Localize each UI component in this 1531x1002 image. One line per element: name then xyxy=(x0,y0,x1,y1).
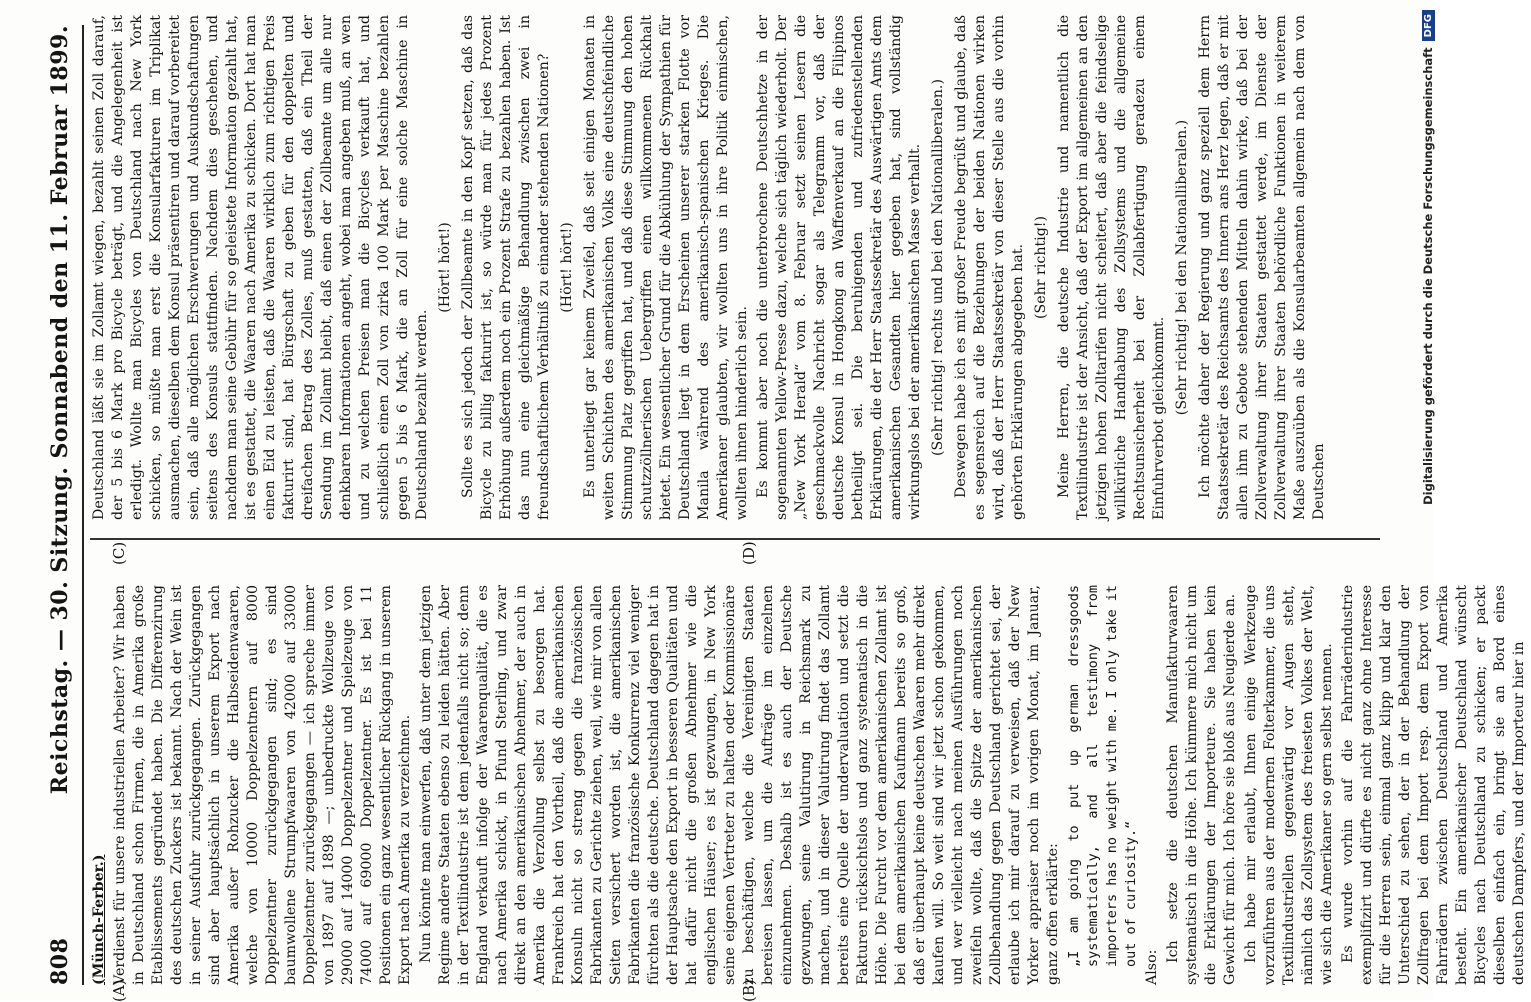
also-label: Also: xyxy=(1144,949,1160,985)
page-title: Reichstag. — 30. Sitzung. Sonnabend den 11. Februar 1899. xyxy=(47,25,73,795)
interjection: (Hört! hört!) xyxy=(559,222,575,313)
header-rule xyxy=(82,25,84,985)
paragraph: Ich habe mir erlaubt, Ihnen einige Werkzeuge vorzuführen aus der modernen Folterkammer, die uns Textilindustriellen gegenwärtig vor Augen steht, nämlich das Zollsystem des freiesten Volkes der Welt, wie sich die Amerikaner so gern selbst nennen. xyxy=(1243,585,1335,985)
paragraph: Sollte es sich jedoch der Zollbeamte in den Kopf setzen, daß das Bicycle zu billig fakturirt ist, so würde man für jedes Prozent Erhöhung außerdem noch ein Prozent Strafe zu bezahlen haben. Ist das nun eine gleichmäßige Behandlung zwischen zwei in freundschaftlichem Verhältniß zu einander stehenden Nationen? xyxy=(460,15,552,520)
left-column xyxy=(90,585,1531,985)
digitization-credit xyxy=(1398,10,1434,990)
speaker-label: (Münch-Ferber.) xyxy=(91,854,107,985)
paragraph: Verdienst für unsere industriellen Arbeiter? Wir haben in Deutschland schon Firmen, die in Amerika große Etablissements gegründet haben. Die Differenzirung des deutschen Zuckers ist bekannt. Nach der Wein ist in seiner Ausfuhr zurückgegangen. Zurückgegangen sind aber hauptsächlich in unserem Export nach Amerika außer Rohzucker die Halbseidenwaaren, welche von 10000 Doppelzentnern auf 8000 Doppelzentner zurückgegangen sind; es sind baumwollene Strumpfwaaren von 42000 auf 33000 Doppelzentner zurückgegangen — ich spreche immer von 1897 auf 1898 —; unbedruckte Wollzeuge von 29000 auf 14000 Doppelzentner und Spielzeuge von 74000 auf 69000 Doppelzentner. Es ist bei 11 Positionen ein ganz wesentlicher Rückgang in unserem Export nach Amerika zu verzeichnen. xyxy=(112,585,413,985)
running-head xyxy=(40,25,80,985)
credit-text: Digitalisierung gefördert durch die Deutsche Forschungsgemeinschaft xyxy=(1421,47,1435,505)
paragraph: Es kommt aber noch die unterbrochene Deutschhetze in der sogenannten Yellow-Presse dazu, welche sich täglich wiederholt. Der „New York Herald“ vom 8. Februar setzt seinen Lesern die geschmackvolle Nachricht sogar als Telegramm vor, daß der deutsche Konsul in Hongkong an Waffenverkauf an die Filipinos betheiligt sei. Die beruhigenden und zufriedenstellenden Erklärungen, die der Herr Staatssekretär des Auswärtigen Amts dem amerikanischen Gesandten hier gegeben hat, sind vollständig wirkungslos bei der amerikanischen Masse verhallt. xyxy=(755,15,923,520)
paragraph: Meine Herren, die deutsche Industrie und namentlich die Textilindustrie ist der Ansicht, daß der Export im allgemeinen an den jetzigen hohen Zolltarifen nicht scheitert, daß aber die feindselige willkürliche Handhabung des Zollsystems und die allgemeine Rechtsunsicherheit bei der Zollabfertigung geradezu einem Einfuhrverbot gleichkommt. xyxy=(1056,15,1167,520)
margin-letter-c: (C) xyxy=(110,541,128,565)
english-quote: „I am going to put up german dressgoods systematically, and all testimony from importers has no weight with me. I only take it out of curiosity.“ xyxy=(1066,584,1139,967)
dfg-logo: DFG xyxy=(1422,10,1435,41)
credit-line xyxy=(1410,10,1446,990)
paragraph: Deswegen habe ich es mit großer Freude begrüßt und glaube, daß es segensreich auf die Beziehungen der beiden Nationen wirken wird, daß der Herr Staatssekretär von dieser Stelle aus die vorhin gehörten Erklärungen abgegeben hat. xyxy=(953,15,1026,520)
paragraph: Ich möchte daher der Regierung und ganz speziell dem Herrn Staatssekretär des Reichsamts des Innern ans Herz legen, daß er mit allen ihm zu Gebote stehenden Mitteln dahin wirke, daß bei der Zollverwaltung ihrer Staaten gestattet werde, im Dienste der Zollverwaltung ihrer Staaten behördliche Funktionen in weiterem Maße auszuüben als die Konsularbeamten allgemein nach dem von Deutschen xyxy=(1197,15,1327,520)
paragraph: Nun könnte man einwerfen, daß unter dem jetzigen Regime andere Staaten ebenso zu leiden hätten. Aber in der Textilindustrie ist dem jedenfalls nicht so; denn England verkauft infolge der Waarenqualität, die es nach Amerika schickt, in Pfund Sterling, und zwar direkt an den amerikanischen Abnehmer, der auch in Amerika die Verzollung selbst zu besorgen hat. Frankreich hat den Vortheil, daß die amerikanischen Konsuln nicht so streng gegen die französischen Fabrikanten zu Gerichte ziehen, weil, wie mir von allen Seiten versichert worden ist, die amerikanischen Fabrikanten die französische Konkurrenz viel weniger fürchten als die deutsche. Deutschland dagegen hat in der Hauptsache den Export in besseren Qualitäten und hat dafür nicht die großen Abnehmer wie die englischen Häuser; es ist gezwungen, in New York seine eigenen Vertreter zu halten oder Kommissionäre zu beschäftigen, welche die Vereinigten Staaten bereisen lassen, um die Aufträge im einzelnen einzunehmen. Deshalb ist es auch der Deutsche gezwungen, seine Valutirung in Reichsmark zu machen, und in dieser Valutirung findet das Zollamt bereits eine Quelle der undervaluation und setzt die Fakturen rücksichtslos und ganz systematisch in die Höhe. Die Furcht vor dem amerikanischen Zollamt ist bei dem amerikanischen Kaufmann bereits so groß, daß er überhaupt keine deutschen Waaren mehr direkt kaufen will. So weit sind wir jetzt schon gekommen, und wer vielleicht nach meinen Ausführungen noch zweifeln wollte, daß die Spitze der amerikanischen Zollbehandlung gegen Deutschland gerichtet sei, der erlaube ich mir darauf zu verweisen, daß der New Yorker appraiser noch im vorigen Monat, im Januar, ganz offen erklärte: xyxy=(418,585,1061,985)
margin-letter-a: (A) xyxy=(110,979,128,1002)
margin-letter-d: (D) xyxy=(740,541,758,565)
interjection: (Sehr richtig!) xyxy=(1033,215,1049,320)
interjection: (Hört! hört!) xyxy=(437,222,453,313)
paragraph: Es unterliegt gar keinem Zweifel, daß seit einigen Monaten in weiten Schichten des amerikanischen Volks eine deutschfeindliche Stimmung Platz gegriffen hat, und daß diese Stimmung den hohen schutzzöllnerischen Uebergriffen einen willkommenen Rückhalt bietet. Ein wesentlicher Grund für die Abkühlung der Sympathien für Deutschland liegt in dem Erscheinen unserer starken Flotte vor Manila während des amerikanisch-spanischen Krieges. Die Amerikaner glaubten, wir wollten uns in ihre Politik einmischen, wollten ihnen hinderlich sein. xyxy=(582,15,750,520)
margin-letter-b: (B) xyxy=(740,979,758,1002)
right-column xyxy=(90,15,1331,520)
paragraph: Es wurde vorhin auf die Fahrräderindustrie exemplifizirt und dürfte es nicht ganz ohne Interesse für die Herren sein, einmal ganz klipp und klar den Unterschied zu sehen, der in der Behandlung der Zollfragen bei dem Import resp. dem Export von Fahrrädern zwischen Deutschland und Amerika besteht. Ein amerikanischer Deutschland wünscht Bicycles nach Deutschland zu schicken; er packt dieselben einfach ein, bringt sie an Bord eines deutschen Dampfers, und der Importeur hier in xyxy=(1340,585,1527,985)
interjection: (Sehr richtig! rechts und bei den Nationalliberalen.) xyxy=(930,79,946,456)
paragraph: Deutschland läßt sie im Zollamt wiegen, bezahlt seinen Zoll darauf, der 5 bis 6 Mark pro Bicycle beträgt, und die Angelegenheit ist erledigt. Wollte man Bicycles von Deutschland nach New York schicken, so müßte man erst die Konsularfakturen im Triplikat ausmachen, dieselben dem Konsul präsentiren und darauf vorbereitet sein, daß alle möglichen Erschwerungen und Auskundschaftungen seitens des Konsuls stattfinden. Nachdem dies geschehen, und nachdem man seine Gebühr für so geleistete Information gezahlt hat, ist es gestattet, die Waaren nach Amerika zu schicken. Dort hat man einen Eid zu leisten, daß die Waaren wirklich zum richtigen Preis fakturirt sind, hat Bürgschaft zu geben für den doppelten und dreifachen Betrag des Zolles, muß gestatten, daß ein Theil der Sendung im Zollamt bleibt, daß einen der Zollbeamte um alle nur denkbaren Informationen angeht, wobei man angeben muß, an wen und zu welchen Preisen man die Bicycles verkauft hat, und schließlich einen Zoll von zirka 100 Mark per Maschine bezahlen gegen 5 bis 6 Mark, die an Zoll für eine solche Maschine in Deutschland bezahlt werden. xyxy=(91,15,430,520)
paragraph: Ich setze die deutschen Manufakturwaaren systematisch in die Höhe. Ich kümmere mich nicht um die Erklärungen der Importeure. Sie haben kein Gewicht für mich. Ich höre sie bloß aus Neugierde an. xyxy=(1165,585,1238,985)
column-divider xyxy=(90,539,1380,541)
page-number: 808 xyxy=(47,937,73,985)
interjection: (Sehr richtig! bei den Nationalliberalen.) xyxy=(1174,119,1190,416)
